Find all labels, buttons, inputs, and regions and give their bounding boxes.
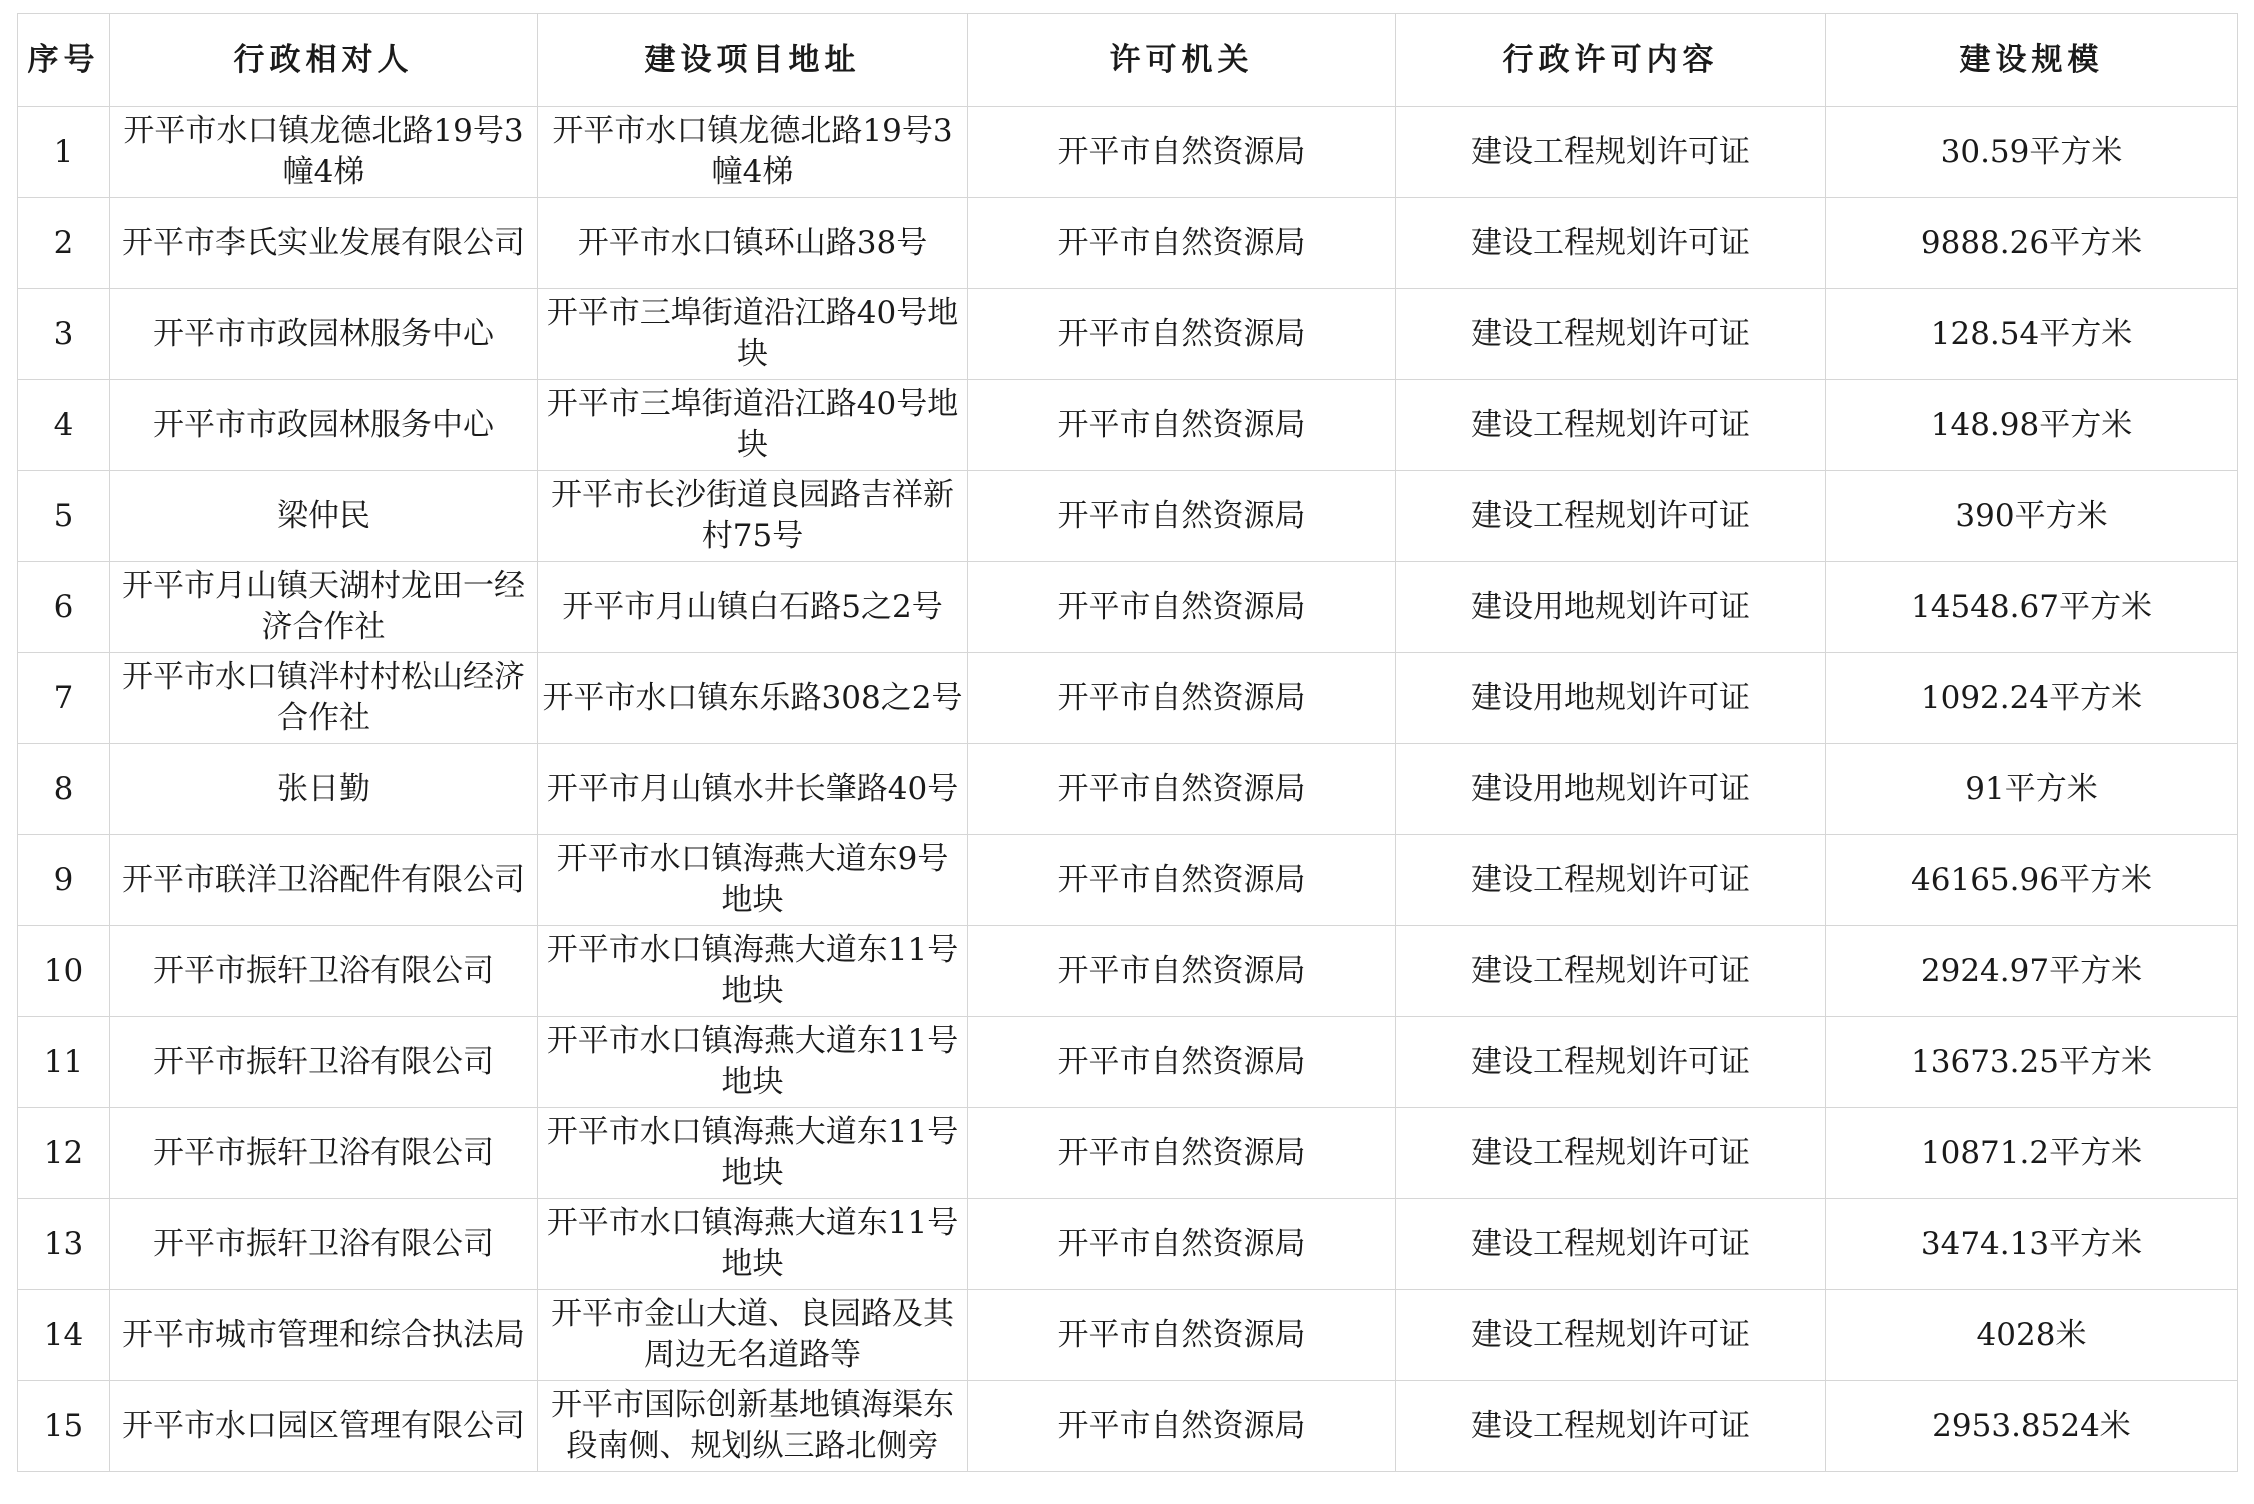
cell-no: 6 [18,562,110,653]
table-row [18,653,2238,744]
cell-party: 开平市城市管理和综合执法局 [110,1290,538,1381]
cell-address: 开平市月山镇水井长肇路40号 [538,744,968,835]
cell-address: 开平市月山镇白石路5之2号 [538,562,968,653]
column-header-content: 行政许可内容 [1396,14,1826,107]
cell-authority: 开平市自然资源局 [968,198,1396,289]
table-body [18,107,2238,1472]
cell-content: 建设工程规划许可证 [1396,1199,1826,1290]
cell-party: 开平市市政园林服务中心 [110,289,538,380]
table-row [18,1108,2238,1199]
cell-scale: 10871.2平方米 [1826,1108,2238,1199]
cell-content: 建设工程规划许可证 [1396,1017,1826,1108]
cell-no: 3 [18,289,110,380]
table-row [18,744,2238,835]
cell-address: 开平市水口镇东乐路308之2号 [538,653,968,744]
cell-party: 开平市水口镇龙德北路19号3幢4梯 [110,107,538,198]
cell-address: 开平市三埠街道沿江路40号地块 [538,380,968,471]
table-row [18,1199,2238,1290]
cell-authority: 开平市自然资源局 [968,926,1396,1017]
cell-address: 开平市水口镇环山路38号 [538,198,968,289]
table-header [18,14,2238,107]
table-row [18,198,2238,289]
column-header-scale: 建设规模 [1826,14,2238,107]
cell-party: 开平市水口园区管理有限公司 [110,1381,538,1472]
cell-authority: 开平市自然资源局 [968,471,1396,562]
header-row [18,14,2238,107]
cell-address: 开平市水口镇海燕大道东11号地块 [538,1017,968,1108]
cell-content: 建设工程规划许可证 [1396,289,1826,380]
cell-authority: 开平市自然资源局 [968,1199,1396,1290]
cell-content: 建设工程规划许可证 [1396,380,1826,471]
table-row [18,562,2238,653]
permits-table [17,13,2238,1472]
column-header-authority: 许可机关 [968,14,1396,107]
cell-no: 14 [18,1290,110,1381]
cell-authority: 开平市自然资源局 [968,1017,1396,1108]
cell-scale: 2924.97平方米 [1826,926,2238,1017]
cell-address: 开平市水口镇海燕大道东11号地块 [538,1108,968,1199]
cell-party: 开平市振轩卫浴有限公司 [110,1199,538,1290]
column-header-no: 序号 [18,14,110,107]
column-header-party: 行政相对人 [110,14,538,107]
cell-party: 开平市市政园林服务中心 [110,380,538,471]
cell-no: 15 [18,1381,110,1472]
table-row [18,380,2238,471]
cell-scale: 390平方米 [1826,471,2238,562]
cell-address: 开平市国际创新基地镇海渠东段南侧、规划纵三路北侧旁 [538,1381,968,1472]
cell-content: 建设工程规划许可证 [1396,471,1826,562]
table-row [18,1381,2238,1472]
cell-address: 开平市长沙街道良园路吉祥新村75号 [538,471,968,562]
table-row [18,471,2238,562]
cell-content: 建设工程规划许可证 [1396,107,1826,198]
cell-scale: 4028米 [1826,1290,2238,1381]
cell-party: 开平市月山镇天湖村龙田一经济合作社 [110,562,538,653]
cell-no: 5 [18,471,110,562]
cell-address: 开平市水口镇海燕大道东9号地块 [538,835,968,926]
cell-authority: 开平市自然资源局 [968,1290,1396,1381]
cell-address: 开平市水口镇海燕大道东11号地块 [538,926,968,1017]
cell-address: 开平市金山大道、良园路及其周边无名道路等 [538,1290,968,1381]
cell-content: 建设用地规划许可证 [1396,562,1826,653]
cell-content: 建设工程规划许可证 [1396,1108,1826,1199]
cell-scale: 9888.26平方米 [1826,198,2238,289]
cell-scale: 13673.25平方米 [1826,1017,2238,1108]
cell-no: 9 [18,835,110,926]
cell-authority: 开平市自然资源局 [968,835,1396,926]
cell-no: 12 [18,1108,110,1199]
cell-party: 开平市振轩卫浴有限公司 [110,1108,538,1199]
cell-content: 建设工程规划许可证 [1396,1381,1826,1472]
table-row [18,1017,2238,1108]
cell-scale: 128.54平方米 [1826,289,2238,380]
cell-party: 梁仲民 [110,471,538,562]
cell-authority: 开平市自然资源局 [968,562,1396,653]
cell-scale: 30.59平方米 [1826,107,2238,198]
cell-scale: 148.98平方米 [1826,380,2238,471]
cell-scale: 46165.96平方米 [1826,835,2238,926]
table-row [18,289,2238,380]
cell-no: 4 [18,380,110,471]
cell-scale: 91平方米 [1826,744,2238,835]
cell-authority: 开平市自然资源局 [968,380,1396,471]
cell-authority: 开平市自然资源局 [968,107,1396,198]
table-row [18,1290,2238,1381]
column-header-address: 建设项目地址 [538,14,968,107]
cell-no: 7 [18,653,110,744]
cell-content: 建设用地规划许可证 [1396,744,1826,835]
cell-no: 1 [18,107,110,198]
cell-party: 开平市联洋卫浴配件有限公司 [110,835,538,926]
cell-content: 建设工程规划许可证 [1396,835,1826,926]
cell-party: 开平市李氏实业发展有限公司 [110,198,538,289]
cell-party: 开平市振轩卫浴有限公司 [110,1017,538,1108]
cell-no: 8 [18,744,110,835]
table-row [18,107,2238,198]
cell-authority: 开平市自然资源局 [968,1108,1396,1199]
cell-party: 张日勤 [110,744,538,835]
cell-authority: 开平市自然资源局 [968,1381,1396,1472]
cell-content: 建设工程规划许可证 [1396,198,1826,289]
cell-authority: 开平市自然资源局 [968,653,1396,744]
cell-party: 开平市水口镇泮村村松山经济合作社 [110,653,538,744]
cell-authority: 开平市自然资源局 [968,744,1396,835]
cell-party: 开平市振轩卫浴有限公司 [110,926,538,1017]
cell-content: 建设工程规划许可证 [1396,1290,1826,1381]
cell-no: 13 [18,1199,110,1290]
cell-scale: 3474.13平方米 [1826,1199,2238,1290]
cell-authority: 开平市自然资源局 [968,289,1396,380]
cell-address: 开平市水口镇龙德北路19号3幢4梯 [538,107,968,198]
cell-address: 开平市三埠街道沿江路40号地块 [538,289,968,380]
cell-content: 建设工程规划许可证 [1396,926,1826,1017]
cell-scale: 2953.8524米 [1826,1381,2238,1472]
cell-scale: 14548.67平方米 [1826,562,2238,653]
cell-no: 11 [18,1017,110,1108]
cell-no: 10 [18,926,110,1017]
table-row [18,835,2238,926]
cell-address: 开平市水口镇海燕大道东11号地块 [538,1199,968,1290]
cell-content: 建设用地规划许可证 [1396,653,1826,744]
table-row [18,926,2238,1017]
cell-no: 2 [18,198,110,289]
cell-scale: 1092.24平方米 [1826,653,2238,744]
